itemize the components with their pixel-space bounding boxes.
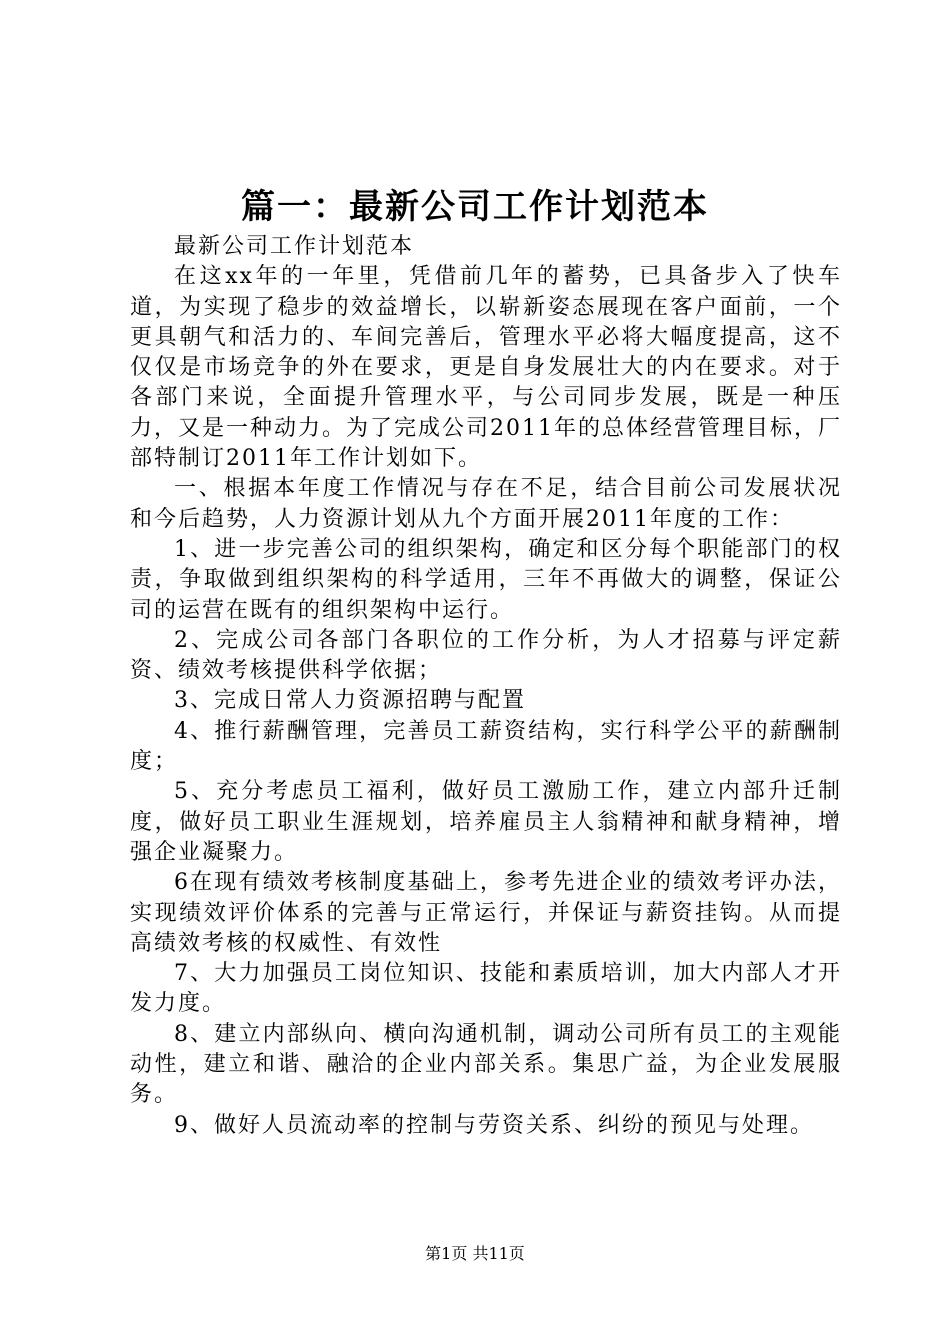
list-item-6: 6在现有绩效考核制度基础上，参考先进企业的绩效考评办法，实现绩效评价体系的完善与正常运行，并保证与薪资挂钩。从而提高绩效考核的权威性、有效性 bbox=[130, 870, 842, 956]
paragraph-intro: 在这xx年的一年里，凭借前几年的蓄势，已具备步入了快车道，为实现了稳步的效益增长，以崭新姿态展现在客户面前，一个更具朝气和活力的、车间完善后，管理水平必将大幅度提高，这不仅仅是市场竞争的外在要求，更是自身发展壮大的内在要求。对于各部门来说，全面提升管理水平，与公司同步发展，既是一种压力，又是一种动力。为了完成公司2011年的总体经营管理目标，厂部特制订2011年工作计划如下。 bbox=[130, 264, 842, 472]
list-item-3: 3、完成日常人力资源招聘与配置 bbox=[174, 688, 526, 714]
page-title: 篇一：最新公司工作计划范本 bbox=[241, 187, 709, 227]
list-item-7: 7、大力加强员工岗位知识、技能和素质培训，加大内部人才开发力度。 bbox=[130, 961, 842, 1017]
document-body bbox=[130, 232, 842, 1141]
page-footer: 第1页 共11页 bbox=[425, 1244, 525, 1263]
list-item-5: 5、充分考虑员工福利，做好员工激励工作，建立内部升迁制度，做好员工职业生涯规划，培养雇员主人翁精神和献身精神，增强企业凝聚力。 bbox=[130, 779, 842, 865]
paragraph-section-one: 一、根据本年度工作情况与存在不足，结合目前公司发展状况和今后趋势，人力资源计划从九个方面开展2011年度的工作： bbox=[130, 476, 842, 532]
list-item-9: 9、做好人员流动率的控制与劳资关系、纠纷的预见与处理。 bbox=[174, 1112, 814, 1138]
list-item-1: 1、进一步完善公司的组织架构，确定和区分每个职能部门的权责，争取做到组织架构的科学适用，三年不再做大的调整，保证公司的运营在既有的组织架构中运行。 bbox=[130, 536, 842, 623]
paragraph-subtitle: 最新公司工作计划范本 bbox=[174, 234, 415, 259]
list-item-4: 4、推行薪酬管理，完善员工薪资结构，实行科学公平的薪酬制度； bbox=[130, 718, 842, 775]
list-item-8: 8、建立内部纵向、横向沟通机制，调动公司所有员工的主观能动性，建立和谐、融洽的企业内部关系。集思广益，为企业发展服务。 bbox=[130, 1021, 842, 1108]
list-item-2: 2、完成公司各部门各职位的工作分析，为人才招募与评定薪资、绩效考核提供科学依据； bbox=[130, 627, 842, 684]
